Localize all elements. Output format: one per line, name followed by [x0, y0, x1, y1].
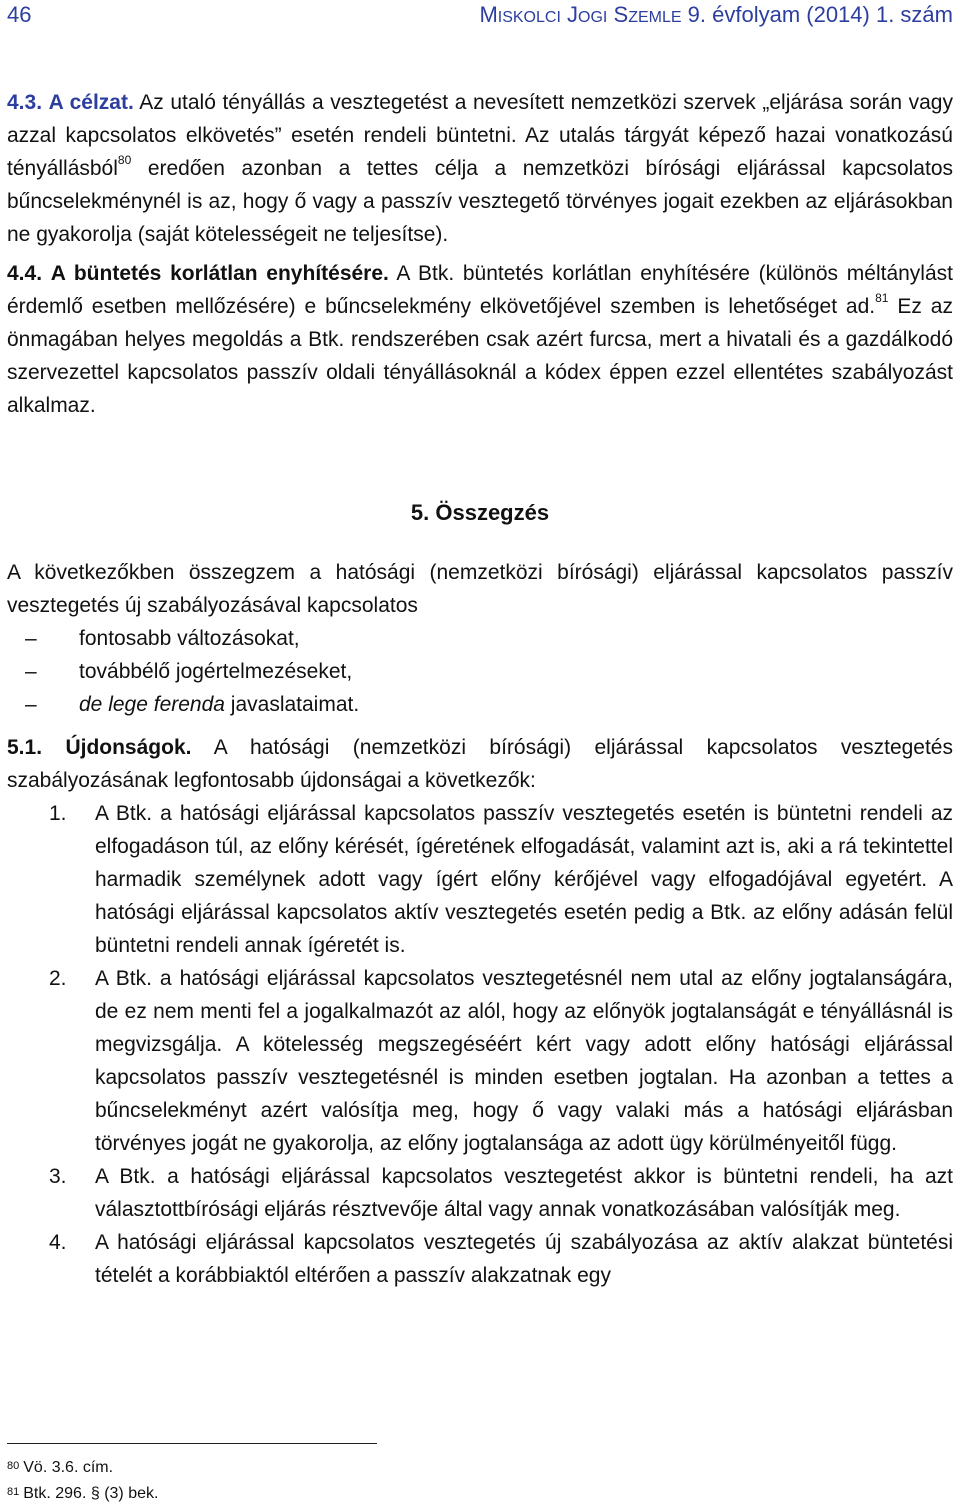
section-title: Újdonságok.: [65, 736, 192, 759]
section-4-4-paragraph: 4.4. A büntetés korlátlan enyhítésére. A Btk. büntetés korlátlan enyhítésére (különös méltánylást érdemlő esetben mellőzésére) e bűncselekmény elkövetőjével szemben is lehetőséget ad.$^{81}$ Ez az önmagában helyes megoldás a Btk. rendszerében csak azért furcsa, mert a hivatali és a gazdálkodó szervezettel kapcsolatos passzív oldali tényállásoknál a kódex éppen ezzel ellentétes szabályozást alkalmaz.: [7, 262, 953, 417]
summary-dash-list: [7, 622, 953, 721]
novelties-numbered-list: [7, 797, 953, 1292]
section-heading-summary: 5. Összegzés: [410, 500, 550, 525]
document-page: [7, 0, 953, 1292]
summary-intro: A következőkben összegzem a hatósági (nemzetközi bírósági) eljárással kapcsolatos passzív vesztegetés új szabályozásával kapcsolatos: [7, 561, 953, 617]
list-item: 4. A hatósági eljárással kapcsolatos vesztegetés új szabályozása az aktív alakzat büntetési tételét a korábbiaktól eltérően a passzív alakzatnak egy: [49, 1231, 953, 1287]
list-item: – továbbélő jogértelmezéseket,: [25, 660, 353, 683]
list-item: – fontosabb változásokat,: [25, 627, 300, 650]
section-number: 5.1.: [7, 736, 43, 759]
footnote-ref-80[interactable]: 80: [117, 153, 132, 167]
page-number: 46: [7, 2, 32, 27]
footnote-divider: [7, 1443, 377, 1444]
section-4-3-paragraph: 4.3. A célzat. Az utaló tényállás a vesztegetést a nevesített nemzetközi szervek „eljárása során vagy azzal kapcsolatos elkövetés” esetén rendeli büntetni. Az utalás tárgyát képező hazai vonatkozású tényállásból$^{80}$ eredően azonban a tettes célja a nemzetközi bírósági eljárással kapcsolatos bűncselekménynél is az, hogy ő vagy a passzív vesztegető törvényes jogait ezekben az eljárásokban ne gyakorolja (saját kötelességeit ne teljesítse).: [7, 91, 953, 246]
footnotes: [7, 1455, 158, 1507]
footnote-80: $^{80}$ Vö. 3.6. cím.: [7, 1459, 114, 1476]
list-item: 3. A Btk. a hatósági eljárással kapcsolatos vesztegetést akkor is büntetni rendeli, ha azt választottbírósági eljárás résztvevője által vagy annak vonatkozásában valósítják meg.: [49, 1165, 953, 1221]
list-item: 1. A Btk. a hatósági eljárással kapcsolatos passzív vesztegetés esetén is büntetni rendeli az elfogadáson túl, az előny kérését, ígéretének elfogadását, valamint azt is, aki a rá tekintettel harmadik személynek adott vagy ígért előny kérőjével vagy elfogadójával egyetért. A hatósági eljárással kapcsolatos aktív vesztegetés esetén pedig a Btk. az előny adásán felül büntetni rendeli annak ígéretét is.: [49, 802, 953, 957]
section-number: 4.3.: [7, 91, 43, 114]
section-title: A büntetés korlátlan enyhítésére.: [50, 262, 389, 285]
list-item: 2. A Btk. a hatósági eljárással kapcsolatos vesztegetésnél nem utal az előny jogtalanságára, de ez nem menti fel a jogalkalmazót az alól, hogy az előnyök jogtalanságát e tényállásnál is megvizsgálja. A kötelesség megszegéséért kért vagy adott előny hatósági eljárással kapcsolatos passzív vesztegetésnél is minden esetben jogtalan. Ha azonban a tettes a bűncselekményt azért valósítja meg, hogy ő vagy valaki más a hatósági eljárásban törvényes jogát ne gyakorolja, az előny jogtalansága az adott ügy körülményeitől függ.: [49, 967, 953, 1155]
list-item: – de lege ferenda javaslataimat.: [25, 693, 360, 716]
footnote-ref-81[interactable]: 81: [875, 291, 889, 305]
section-title: A célzat.: [48, 91, 134, 114]
running-header: [7, 0, 953, 44]
section-5-1-paragraph: 5.1. Újdonságok. A hatósági (nemzetközi bírósági) eljárással kapcsolatos vesztegetés szabályozásának legfontosabb újdonságai a következők:: [7, 736, 953, 792]
journal-running-title: MISKOLCI JOGI SZEMLE 9. évfolyam (2014) 1. szám: [479, 2, 953, 27]
section-number: 4.4.: [7, 262, 43, 285]
footnote-81: $^{81}$ Btk. 296. § (3) bek.: [7, 1485, 159, 1502]
